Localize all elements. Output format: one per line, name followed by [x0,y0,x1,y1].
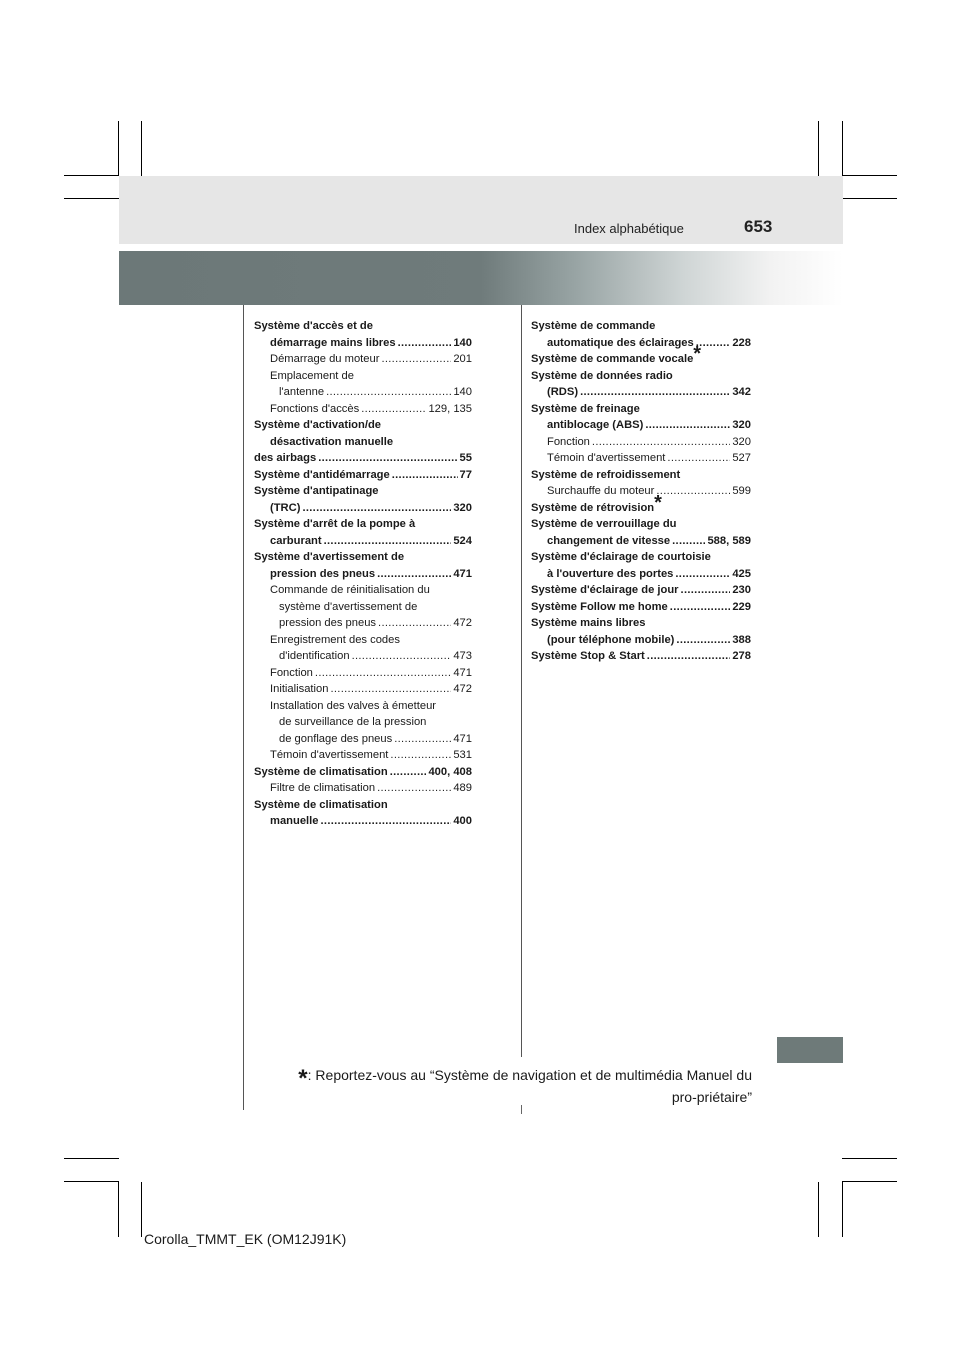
index-entry [531,615,751,632]
dot-leader [378,615,451,632]
index-entry [254,401,472,418]
dot-leader [315,665,451,682]
index-entry [531,632,751,649]
index-entry [531,648,751,665]
index-entry [254,335,472,352]
index-entry [254,731,472,748]
header-gradient-bar [119,251,843,305]
dot-leader [352,648,452,665]
index-entry-text: Système Stop & Start [531,650,645,662]
index-entry [254,533,472,550]
index-entry-text: Démarrage du moteur [270,353,380,365]
index-entry-text: (TRC) [270,501,301,514]
index-entry [531,516,751,533]
dot-leader [318,450,457,467]
index-entry-text: Fonction [270,666,313,679]
dot-leader [326,384,451,401]
index-entry [254,516,472,533]
dot-leader [330,681,451,698]
index-entry-text: Système d'antipatinage [254,485,379,497]
crop-mark [842,1181,897,1182]
dot-leader [670,599,731,616]
index-entry [531,343,751,368]
index-entry-page: 388 [732,633,751,646]
index-entry [531,599,751,616]
index-entry-text: de surveillance de la pression [279,716,427,728]
index-entry [254,797,472,814]
index-entry [531,549,751,566]
index-entry [254,549,472,566]
header-band [119,176,843,244]
dot-leader [377,780,451,797]
index-entry-text: Fonction [547,435,590,448]
index-entry [254,467,472,484]
index-entry-text: Système de climatisation [254,798,388,811]
index-entry-page: 140 [453,336,472,349]
index-entry [254,417,472,434]
index-entry-page: 400, 408 [428,765,472,778]
footnote-star: * [298,1065,308,1092]
index-entry-text: Emplacement de [270,369,354,382]
document-id: Corolla_TMMT_EK (OM12J91K) [144,1231,347,1247]
index-entry-text: manuelle [270,815,319,827]
index-entry-text: Système d'accès et de [254,320,373,332]
index-entry-text: Système de verrouillage du [531,518,677,530]
index-entry-page: 524 [453,534,472,547]
index-entry [254,714,472,731]
index-entry-text: Système d'éclairage de jour [531,584,679,596]
dot-leader [390,747,451,764]
crop-mark [842,121,843,176]
crop-mark [64,175,119,176]
index-entry [531,384,751,401]
index-entry-page: 320 [732,435,751,448]
index-entry-text: désactivation manuelle [270,435,394,448]
index-entry [531,483,751,500]
dot-leader [672,533,705,550]
crop-mark [842,175,897,176]
crop-mark [64,198,119,199]
index-entry [254,698,472,715]
crop-mark [818,1182,819,1237]
index-entry [254,582,472,599]
index-entry-page: 230 [732,584,751,596]
index-entry-text: Système Follow me home [531,600,668,613]
dot-leader [667,450,730,467]
index-entry-page: 320 [453,501,472,514]
section-title: Index alphabétique [574,221,684,236]
index-entry [254,500,472,517]
index-entry [531,318,751,335]
index-entry-text: Système d'arrêt de la pompe à [254,518,416,530]
index-entry [254,368,472,385]
footnote-reference-star: * [654,491,662,514]
index-entry [254,632,472,649]
footnote-reference-star: * [693,343,702,366]
index-entry [254,615,472,632]
index-entry-page: 472 [453,617,472,629]
index-entry-text: Filtre de climatisation [270,782,376,794]
dot-leader [324,533,452,550]
index-entry [531,434,751,451]
index-entry-page: 278 [732,650,751,662]
dot-leader [361,401,426,418]
index-entry-page: 77 [459,468,472,481]
index-entry [254,780,472,797]
dot-leader [321,813,452,830]
dot-leader [592,434,730,451]
index-entry-text: Système de climatisation [254,765,388,778]
index-entry-text: Système de rétrovision [531,501,655,514]
dot-leader [676,632,730,649]
index-entry-page: 229 [732,600,751,613]
index-entry-page: 140 [453,386,472,398]
index-entry-page: 472 [453,683,472,695]
index-entry-text: Système d'avertissement de [254,551,405,563]
index-entry-page: 55 [459,452,472,464]
index-entry-text: Commande de réinitialisation du [270,584,430,596]
index-entry-page: 588, 589 [707,534,751,547]
crop-mark [64,1158,119,1159]
crop-mark [818,121,819,176]
index-entry-text: Surchauffe du moteur [547,485,655,497]
index-entry-page: 473 [453,650,472,662]
left-margin-rule [243,305,244,1110]
dot-leader [675,566,730,583]
index-entry [254,351,472,368]
index-entry [254,450,472,467]
dot-leader [302,500,451,517]
index-entry-text: Système de freinage [531,402,640,415]
dot-leader [398,335,452,352]
page-number: 653 [744,217,773,236]
index-entry-text: Système d'antidémarrage [254,468,390,481]
index-entry [531,582,751,599]
index-entry-text: démarrage mains libres [270,336,396,349]
index-entry [254,566,472,583]
dot-leader [377,566,451,583]
index-entry-text: d'identification [279,650,350,662]
index-entry-text: carburant [270,534,322,547]
index-entry-page: 425 [732,567,751,580]
index-entry-text: Installation des valves à émetteur [270,699,437,712]
index-entry [254,764,472,781]
index-entry-text: système d'avertissement de [279,600,418,613]
index-entry-page: 531 [453,749,472,761]
column-divider [521,305,522,1057]
index-entry-text: (RDS) [547,386,579,398]
index-entry [531,401,751,418]
column-divider-tick [521,1105,522,1114]
dot-leader [580,384,730,401]
index-column-left [254,318,472,830]
index-entry-page: 599 [732,485,751,497]
index-entry-page: 228 [732,336,751,349]
index-entry-page: 320 [732,419,751,431]
index-entry-text: Système de commande vocale [531,353,694,365]
index-entry [531,467,751,484]
index-entry-page: 489 [453,782,472,794]
index-entry [254,434,472,451]
index-entry-text: Témoin d'avertissement [547,452,666,464]
dot-leader [394,731,451,748]
section-tab-marker [777,1037,843,1063]
index-entry [531,566,751,583]
index-entry [254,599,472,616]
index-entry-text: Témoin d'avertissement [270,749,389,761]
index-entry [531,368,751,385]
footnote-text: : Reportez-vous au “Système de navigation et de multimédia Manuel du pro-priétaire” [307,1067,752,1105]
index-entry-page: 129, 135 [428,402,472,415]
index-entry [531,450,751,467]
index-entry-text: Enregistrement des codes [270,633,400,646]
dot-leader [681,582,731,599]
index-column-right [531,318,751,665]
index-entry [254,483,472,500]
crop-mark [141,1182,142,1237]
index-entry-page: 471 [453,732,472,745]
index-entry-text: l'antenne [279,386,325,398]
index-entry [254,813,472,830]
index-entry-text: Système d'éclairage de courtoisie [531,551,711,563]
index-entry [254,384,472,401]
footnote [284,1066,752,1106]
index-entry-text: Initialisation [270,683,329,695]
index-entry [531,335,751,352]
index-entry-page: 471 [453,666,472,679]
index-entry-page: 201 [453,353,472,365]
crop-mark [842,1158,897,1159]
index-entry [254,318,472,335]
index-entry-text: Système de données radio [531,369,673,382]
index-entry-text: pression des pneus [279,617,377,629]
dot-leader [381,351,451,368]
index-entry [531,417,751,434]
index-entry-text: antiblocage (ABS) [547,419,644,431]
dot-leader [645,417,730,434]
index-entry-page: 527 [732,452,751,464]
crop-mark [118,121,119,176]
index-entry-text: Fonctions d'accès [270,402,360,415]
dot-leader [392,467,458,484]
dot-leader [390,764,427,781]
crop-mark [64,1181,119,1182]
index-entry-page: 471 [453,567,472,580]
crop-mark [842,1182,843,1237]
index-entry-text: Système de refroidissement [531,468,681,481]
index-entry-text: (pour téléphone mobile) [547,633,675,646]
index-entry [254,681,472,698]
index-entry-text: Système mains libres [531,617,646,629]
index-entry-text: pression des pneus [270,567,376,580]
crop-mark [118,1182,119,1237]
index-entry-text: changement de vitesse [547,534,671,547]
dot-leader [647,648,731,665]
index-entry-text: de gonflage des pneus [279,732,393,745]
index-entry-text: automatique des éclairages [547,336,694,349]
index-entry [254,747,472,764]
crop-mark [141,121,142,176]
index-entry [254,648,472,665]
index-entry-text: Système de commande [531,320,656,332]
dot-leader [656,483,730,500]
index-entry [531,533,751,550]
crop-mark [842,198,897,199]
index-entry-text: Système d'activation/de [254,419,382,431]
index-entry [254,665,472,682]
index-entry-page: 342 [732,386,751,398]
index-entry-text: à l'ouverture des portes [547,567,674,580]
index-entry-text: des airbags [254,452,317,464]
index-entry-page: 400 [453,815,472,827]
